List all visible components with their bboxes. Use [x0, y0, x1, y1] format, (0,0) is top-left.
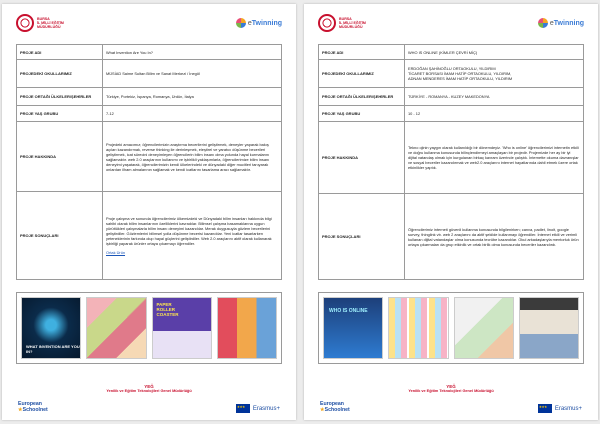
table-row: [17, 122, 282, 192]
photo-padlet-board: [388, 297, 448, 359]
table-row: [17, 60, 282, 88]
table-row: [17, 192, 282, 280]
page-footer: [318, 384, 584, 414]
eu-line1: European: [320, 401, 344, 407]
row-value: TÜRKİYE - ROMANYA - KUZEY MAKEDONYA: [405, 88, 584, 106]
row-key: PROJEDEKİ OKULLARIMIZ: [17, 60, 103, 88]
erasmus-logo: [236, 404, 280, 413]
eu-line2: Schoolnet: [22, 406, 48, 413]
ortak-urun-link[interactable]: Ortak Ürün: [106, 250, 126, 255]
row-value: Proje çalışma ve sonunda öğrencilerimiz ülkemizdeki ve Dünyadaki bilim insanları hakkında bilgi sahibi olarak bilim insanlarının özelliklerini kavradılar. Bilimsel çalışma basamaklarına uygun yürüttükleri çalışmalarla bilim insanı deneyimi kazandılar. Merak duygusuyla gözlem becerilerini geliştirdiler. Gözlemlerini bilimsel yolla düşünme becerisi kazandılar. Yeni icatlar tasarlarken yeteneklerinin farkında olup hayal güçlerini geliştirdiler. Web 2.0 araçlarını aktif olarak kullanarak işbirliği yaparak ürünler ortaya çıkarmayı öğrendiler.: [106, 216, 272, 246]
etwinning-prefix: e: [247, 19, 252, 27]
row-key: PROJE ORTAĞI ÜLKELER/ŞEHİRLER: [17, 88, 103, 106]
yeg-mark: YEĞ: [446, 384, 456, 389]
european-schoolnet-logo: European ★Schoolnet: [18, 401, 48, 413]
row-value: 10 - 12: [405, 106, 584, 122]
photo-invention-poster: [21, 297, 81, 359]
photo-caption: WHAT INVENTION ARE YOU IN?: [26, 344, 80, 354]
meb-label: BURSA İL MİLLİ EĞİTİM MÜDÜRLÜĞÜ: [37, 16, 64, 30]
row-value: Tekno ojinin yaygın olarak kullanıldığı bir dönemdeyiz. 'Who is online' öğrencilerimizi internetin etkili ve doğru kullanma konusunda bilinçlendirmeyi amaçlayan bir projedir. Projemizde her ay bir iyi dijital vatandaş olmak için kurgulanan birkaç kavram üzerinde çalıştık. İnternette okuma davranışlar ve sosyal beceriler kazandırmak ve web2.0 araçlarını internet hayatlarında dahil etmek üzere ortak etkinlikler yaptık.: [405, 122, 584, 194]
table-row: [319, 122, 584, 194]
table-row: [17, 106, 282, 122]
photo-who-is-online-poster: [323, 297, 383, 359]
photo-drawing-collage: [217, 297, 277, 359]
erasmus-label: Erasmus+: [252, 405, 280, 412]
row-key: PROJE YAŞ GRUBU: [319, 106, 405, 122]
eu-flag-icon: [538, 404, 552, 413]
yeg-mark: YEĞ: [144, 384, 154, 389]
eu-line1: European: [18, 401, 42, 407]
page-left: [2, 4, 296, 420]
erasmus-label: Erasmus+: [554, 405, 582, 412]
photo-students-collage: [86, 297, 146, 359]
project-info-table: [318, 44, 584, 280]
photo-caption: PAPER ROLLER COASTER: [156, 302, 179, 317]
etwinning-logo: [538, 18, 584, 28]
meb-logo: [318, 14, 389, 32]
photo-strip: [16, 292, 282, 364]
etwinning-main: Twinning: [553, 19, 584, 27]
row-key: PROJE YAŞ GRUBU: [17, 106, 103, 122]
etwinning-star-icon: [538, 18, 548, 28]
photo-caption: WHO IS ONLINE: [329, 308, 368, 314]
etwinning-logo: [236, 18, 282, 28]
row-value: Türkiye, Portekiz, İspanya, Romanya, Ürdün, İtalya: [103, 88, 282, 106]
row-value: What Invention Are You In?: [103, 45, 282, 60]
table-row: [319, 106, 584, 122]
row-value: 7-12: [103, 106, 282, 122]
table-row: [319, 45, 584, 60]
table-row: [319, 194, 584, 280]
row-key: PROJEDEKİ OKULLARIMIZ: [319, 60, 405, 88]
yeg-text: Yenilik ve Eğitim Teknolojileri Genel Müdürlüğü: [408, 389, 494, 393]
row-value-cell: [103, 192, 282, 280]
european-schoolnet-logo: European ★Schoolnet: [320, 401, 350, 413]
row-key: PROJE ORTAĞI ÜLKELER/ŞEHİRLER: [319, 88, 405, 106]
yeg-logo: [104, 384, 194, 393]
etwinning-main: Twinning: [251, 19, 282, 27]
photo-digital-citizen: [454, 297, 514, 359]
project-info-table: [16, 44, 282, 280]
row-key: PROJE SONUÇLARI: [319, 194, 405, 280]
page-right: [304, 4, 598, 420]
yeg-logo: [406, 384, 496, 393]
table-row: [319, 88, 584, 106]
row-value: Projedeki amacımız; öğrencilerimizin araştırma becerilerini geliştirmek, deneyler yaparak bakış açıları kazandırmak, reverse thinking ile derinleşmek, eleştirel ve yaratıcı düşünme becerileri geliştirmek, icat sürecini deneyimleyen öğrencilerin bilim insanı olma yolunda hayal kurmalarını sağlamaktır. web 2.0 araçlarının kullanımı ve işbirlikli yaklaşımlarla, öğrencilerimize bilim insanı deneyimi yaşatarak, öğrencilerimizin kendi ülkelerindeki ve dünyadaki diğer mucitleri tanıyarak onlardan ilham almalarının sağlamak ve kendi icatlarını tasarlama aracı sağlamaktır.: [103, 122, 282, 192]
row-key: PROJE ADI: [319, 45, 405, 60]
etwinning-star-icon: [236, 18, 246, 28]
row-key: PROJE HAKKINDA: [17, 122, 103, 192]
row-key: PROJE HAKKINDA: [319, 122, 405, 194]
table-row: [17, 88, 282, 106]
row-value: WHO IS ONLINE (KİMLER ÇEVRİ MİÇ): [405, 45, 584, 60]
yeg-text: Yenilik ve Eğitim Teknolojileri Genel Müdürlüğü: [106, 389, 192, 393]
page-header: [16, 14, 282, 42]
row-key: PROJE SONUÇLARI: [17, 192, 103, 280]
row-key: PROJE ADI: [17, 45, 103, 60]
table-row: [17, 45, 282, 60]
photo-strip: [318, 292, 584, 364]
row-value: MÜSİAD Saime Sultan Bilim ve Sanat Merkezi / İnegöl: [103, 60, 282, 88]
photo-newsletter: [519, 297, 579, 359]
page-footer: [16, 384, 282, 414]
eu-flag-icon: [236, 404, 250, 413]
row-value: ERDOĞAN ŞAHİNOĞLU ORTAOKULU, YILDIRIM TİCARET BORSASI İMAM HATİP ORTAOKULU, YILDIRIM, ADNAN MENDERES İMAM HATİP ORTAOKULU, YILDIRIM: [405, 60, 584, 88]
table-row: [319, 60, 584, 88]
etwinning-prefix: e: [549, 19, 554, 27]
photo-roller-coaster: [152, 297, 212, 359]
meb-logo: [16, 14, 87, 32]
eu-line2: Schoolnet: [324, 406, 350, 413]
meb-seal-icon: [16, 14, 34, 32]
page-header: [318, 14, 584, 42]
row-value: Öğrencilerimiz interneti güvenli kullanma konusunda bilgilenirken; canva, padlet, linoit, google survey, thinglink vb. web 2 araçlarını da aktif şekilde kullanmayı öğrendiler. İnternet etkili ve verimli kullanan dijital vatandaşlar olma konusunda tecrübe kazandılar. Okul arkadaşlarıyla mentorluk ürün ortaya çıkarmaları da grup etkinlik ve ortak birlik olma konusunda beceriler kazandırdı.: [405, 194, 584, 280]
meb-seal-icon: [318, 14, 336, 32]
meb-label: BURSA İL MİLLİ EĞİTİM MÜDÜRLÜĞÜ: [339, 16, 366, 30]
erasmus-logo: [538, 404, 582, 413]
